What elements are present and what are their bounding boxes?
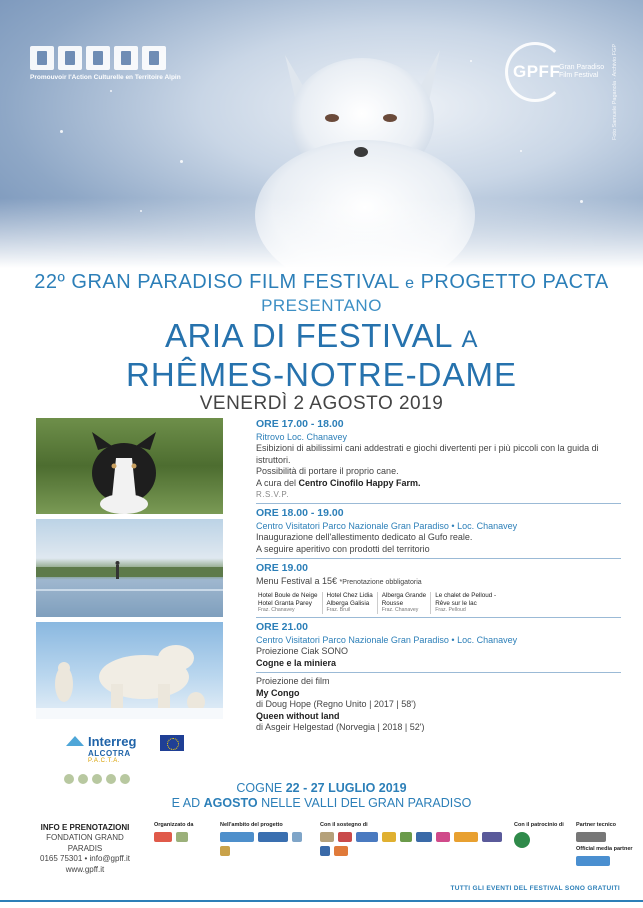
free-events-note: TUTTI GLI EVENTI DEL FESTIVAL SONO GRATUITI <box>450 885 620 892</box>
schedule-item-2 <box>256 507 621 555</box>
event-location: Ritrovo Loc. Chanavey <box>256 432 348 442</box>
info-organization: FONDATION GRAND PARADIS <box>46 833 124 853</box>
hotel-name: Hotel Chez Lidia <box>326 592 373 599</box>
supporter-logo <box>400 832 412 842</box>
hotel-name: Hotel Boule de Neige <box>258 592 318 599</box>
hotel-name: Alberga Grande <box>381 592 427 599</box>
event-time: ORE 18.00 - 19.00 <box>256 507 344 519</box>
supporter-logo <box>482 832 502 842</box>
logo-row <box>220 832 312 856</box>
snowflake <box>140 210 142 212</box>
project-logo <box>220 832 254 842</box>
film-title: My Congo <box>256 687 300 698</box>
logo-row <box>514 832 564 848</box>
festival-title <box>0 270 643 296</box>
supporters-group <box>320 822 505 856</box>
conjunction: e <box>405 275 415 292</box>
patron-logo <box>514 832 530 848</box>
project-group <box>220 822 312 856</box>
logo-row <box>576 856 632 866</box>
tech-partner-logo <box>576 832 606 842</box>
dates-text: NELLE VALLI DEL GRAN PARADISO <box>257 796 472 810</box>
bottom-rule <box>0 900 643 902</box>
film-title: Queen without land <box>256 710 340 721</box>
schedule-item-4 <box>256 621 621 734</box>
menu-note: *Prenotazione obbligatoria <box>339 579 422 586</box>
divider <box>256 558 621 559</box>
organizer-logo <box>154 832 172 842</box>
hotel-item <box>256 592 322 614</box>
hotel-location: Fraz. Bruil <box>326 607 351 613</box>
logo-row <box>154 832 204 842</box>
group-title: Con il sostegno di <box>320 822 368 828</box>
partners-group <box>576 822 632 866</box>
group-title: Nell'ambito del progetto <box>220 822 283 828</box>
interreg-name: Interreg <box>88 734 137 749</box>
group-title: Con il patrocinio di <box>514 822 564 828</box>
interreg-logo <box>64 734 184 770</box>
hotel-location: Fraz. Chanavey <box>258 607 295 613</box>
pacta-logo-square <box>142 46 166 70</box>
event-description: Inaugurazione dell'allestimento dedicato al Gufo reale. <box>256 532 473 542</box>
event-title <box>0 318 643 357</box>
hotel-name: Le chalet de Pelloud - <box>435 592 497 599</box>
info-website[interactable]: www.gpff.it <box>65 864 105 874</box>
pacta-logo-square <box>58 46 82 70</box>
menu-price: Menu Festival a 15€ <box>256 576 340 586</box>
group-title: Official media partner <box>576 846 633 852</box>
supporter-logo <box>320 846 330 856</box>
pacta-logo <box>30 46 180 94</box>
supporter-logo <box>416 832 432 842</box>
pacta-logo-square <box>30 46 54 70</box>
preposition: A <box>461 326 478 353</box>
hotel-item <box>430 592 500 614</box>
event-time: ORE 19.00 <box>256 562 308 574</box>
project-logo <box>220 846 230 856</box>
logo-row <box>320 832 505 856</box>
snowflake <box>60 130 63 133</box>
info-contact[interactable]: 0165 75301 • info@gpff.it <box>40 854 130 863</box>
screening-title: Cogne e la miniera <box>256 657 337 668</box>
dates-place: COGNE <box>236 781 286 795</box>
river-illustration <box>36 519 223 617</box>
dates-line-2 <box>0 796 643 811</box>
hotel-item <box>377 592 430 614</box>
hotel-name: Rousse <box>381 599 404 607</box>
event-date: VENERDÌ 2 AGOSTO 2019 <box>199 393 444 414</box>
gpff-logo-text: GPFF <box>513 62 561 81</box>
project-logo <box>292 832 302 842</box>
supporter-logo <box>356 832 378 842</box>
divider <box>256 672 621 673</box>
pacta-caption: Promouvoir l'Action Culturelle en Territoire Alpin <box>30 74 181 81</box>
supporter-logo <box>382 832 396 842</box>
interreg-program: ALCOTRA <box>88 749 131 758</box>
pacta-logo-square <box>86 46 110 70</box>
festival-name: 22º GRAN PARADISO FILM FESTIVAL <box>34 271 400 293</box>
polar-bear-illustration <box>36 622 223 719</box>
presenting-label: PRESENTANO <box>261 296 382 315</box>
film-info: di Doug Hope (Regno Unito | 2017 | 58') <box>256 699 416 709</box>
supporter-logo <box>436 832 450 842</box>
event-description: A seguire aperitivo con prodotti del territorio <box>256 543 430 554</box>
hotel-name: Alberga Galisia <box>326 599 370 607</box>
eu-flag-icon <box>160 735 184 751</box>
event-description: Proiezione Ciak SONO <box>256 646 349 656</box>
supporter-logo <box>338 832 352 842</box>
interreg-project: P.A.C.T.A. <box>88 758 120 764</box>
gpff-logo <box>505 42 615 112</box>
dog-illustration <box>36 418 223 514</box>
event-description: Esibizioni di abilissimi cani addestrati e giochi divertenti per i più piccoli con la guida di istruttori. <box>256 443 599 465</box>
snowflake <box>180 160 183 163</box>
divider <box>256 503 621 504</box>
headline-block <box>0 270 643 415</box>
supporter-logo <box>320 832 334 842</box>
pacta-logo-square <box>114 46 138 70</box>
info-block <box>30 822 140 875</box>
supporter-logo <box>334 846 348 856</box>
hotel-name: Hotel Granta Parey <box>258 599 312 607</box>
logo-row <box>576 832 632 842</box>
group-title: Partner tecnico <box>576 822 617 828</box>
event-name: ARIA DI FESTIVAL <box>165 317 452 354</box>
dates-month: AGOSTO <box>203 796 258 810</box>
organizer-logo <box>176 832 188 842</box>
event-description: Proiezione dei film <box>256 676 330 686</box>
project-name: PROGETTO PACTA <box>420 271 609 293</box>
hotel-location: Fraz. Chanavey <box>381 607 419 613</box>
snowflake <box>520 150 522 152</box>
photo-credit: Foto Samuele Paganola · Archivio FGP <box>612 44 618 140</box>
hero-banner <box>0 0 643 268</box>
arctic-fox-image <box>240 20 490 268</box>
patronage-group <box>514 822 564 848</box>
snowflake <box>580 200 583 203</box>
organizers-group <box>154 822 204 842</box>
organizer-name: Centro Cinofilo Happy Farm. <box>298 477 421 488</box>
organizer-prefix: A cura del <box>256 477 299 488</box>
divider <box>256 617 621 618</box>
hotel-name: Rêve sur le lac <box>435 599 477 607</box>
menu-line <box>256 575 621 589</box>
dog-photo <box>36 418 223 514</box>
schedule-item-1 <box>256 418 621 500</box>
dates-line-1 <box>0 781 643 796</box>
polar-bear-photo <box>36 622 223 719</box>
river-photo <box>36 519 223 617</box>
media-partner-logo <box>576 856 610 866</box>
dates-range: 22 - 27 LUGLIO 2019 <box>285 781 407 795</box>
dates-text: E AD <box>171 796 204 810</box>
film-info: di Asgeir Helgestad (Norvegia | 2018 | 52') <box>256 722 425 732</box>
rsvp-label: R.S.V.P. <box>256 490 289 499</box>
hotel-list <box>256 592 621 614</box>
mountain-icon <box>66 736 84 746</box>
hotel-location: Fraz. Pelloud <box>435 607 466 613</box>
info-title: INFO E PRENOTAZIONI <box>40 823 130 832</box>
hotel-item <box>322 592 377 614</box>
event-organizer <box>256 478 621 490</box>
schedule-item-3 <box>256 562 621 614</box>
event-schedule <box>256 418 621 734</box>
festival-dates <box>0 781 643 811</box>
gpff-logo-subtitle: Gran Paradiso Film Festival <box>559 64 605 79</box>
event-place: RHÊMES-NOTRE-DAME <box>125 356 517 393</box>
event-description: Possibilità di portare il proprio cane. <box>256 466 399 476</box>
event-location: Centro Visitatori Parco Nazionale Gran Paradiso • Loc. Chanavey <box>256 635 518 645</box>
event-time: ORE 21.00 <box>256 621 308 633</box>
event-location: Centro Visitatori Parco Nazionale Gran Paradiso • Loc. Chanavey <box>256 521 518 531</box>
project-logo <box>258 832 288 842</box>
footer <box>20 820 633 880</box>
supporter-logo <box>454 832 478 842</box>
group-title: Organizzato da <box>154 822 194 828</box>
event-time: ORE 17.00 - 18.00 <box>256 418 344 430</box>
